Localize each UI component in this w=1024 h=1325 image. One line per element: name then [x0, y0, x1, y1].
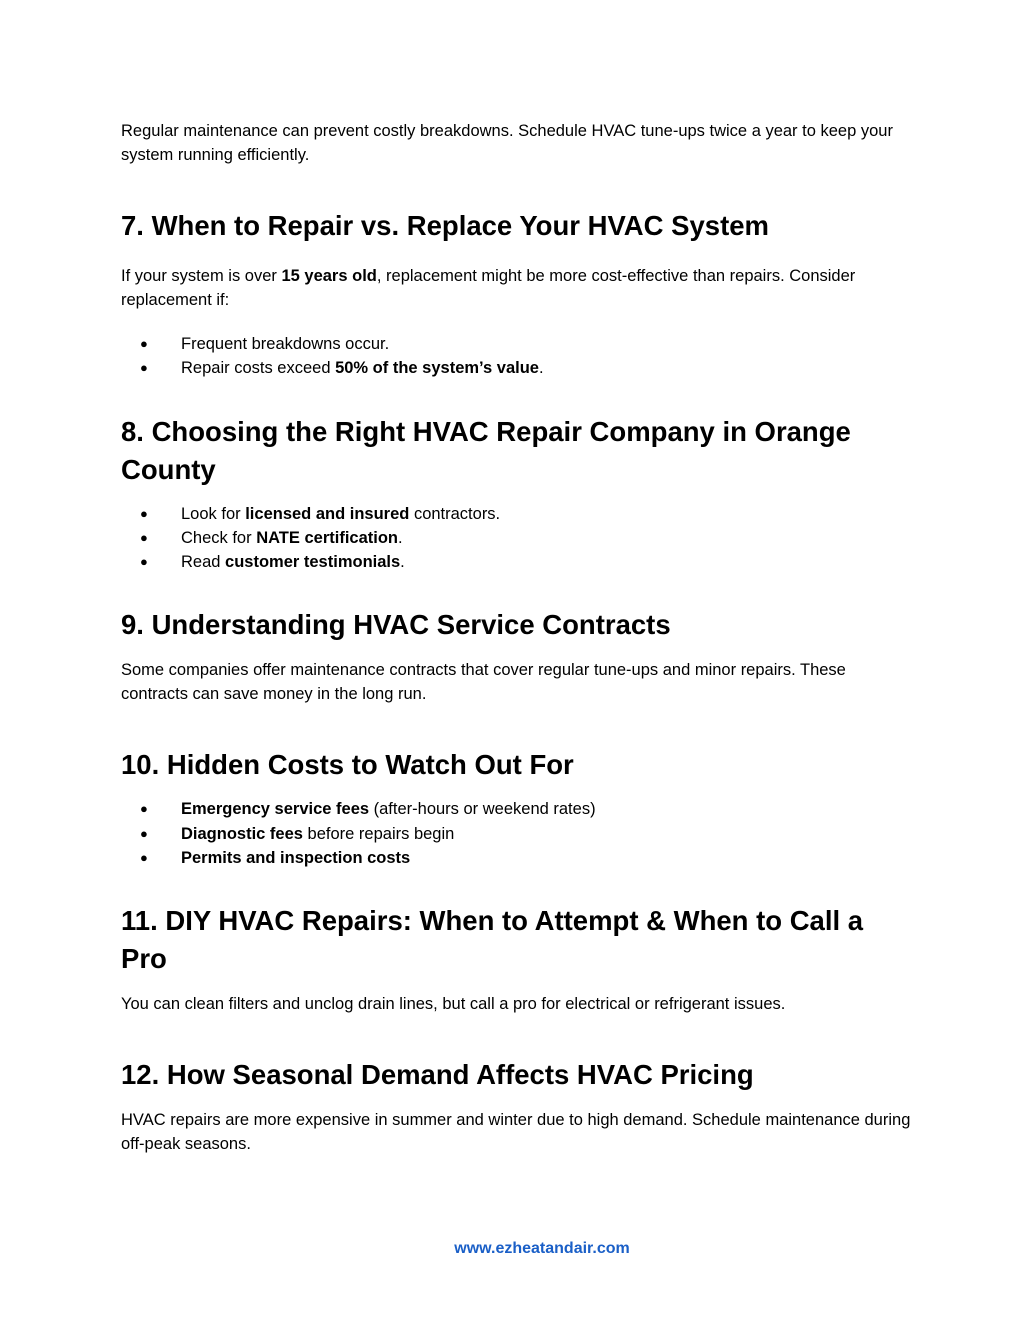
emphasis-15-years: 15 years old — [281, 267, 377, 285]
bullet-icon: ● — [140, 360, 148, 376]
document-page — [121, 119, 911, 1156]
website-link[interactable]: www.ezheatandair.com — [454, 1240, 630, 1257]
list-item: ● Look for licensed and insured contractors. — [121, 502, 911, 526]
list-item: ● Diagnostic fees before repairs begin — [121, 822, 911, 846]
section-7-paragraph: If your system is over 15 years old, replacement might be more cost-effective than repairs. Consider replacement if: — [121, 267, 856, 309]
bullet-icon: ● — [140, 554, 148, 570]
section-12-paragraph: HVAC repairs are more expensive in summer and winter due to high demand. Schedule maintenance during off-peak seasons. — [121, 1111, 911, 1154]
section-9-paragraph: Some companies offer maintenance contracts that cover regular tune-ups and minor repairs. These contracts can save money in the long run. — [121, 661, 846, 704]
list-item: ● Repair costs exceed 50% of the system’s value. — [121, 356, 911, 380]
bullet-icon: ● — [140, 801, 148, 817]
section-12-heading: 12. How Seasonal Demand Affects HVAC Pricing — [121, 1059, 754, 1091]
section-8-heading: 8. Choosing the Right HVAC Repair Company in Orange County — [121, 415, 851, 485]
bullet-icon: ● — [140, 505, 148, 521]
intro-paragraph: Regular maintenance can prevent costly breakdowns. Schedule HVAC tune-ups twice a year to keep your system running efficiently. — [121, 122, 893, 164]
list-item: ● Frequent breakdowns occur. — [121, 332, 911, 356]
section-9-heading: 9. Understanding HVAC Service Contracts — [121, 609, 671, 641]
bullet-icon: ● — [140, 529, 148, 545]
bullet-icon: ● — [140, 336, 148, 351]
section-10-list — [121, 797, 911, 870]
section-7-heading: 7. When to Repair vs. Replace Your HVAC System — [121, 210, 769, 241]
list-item: ● Check for NATE certification. — [121, 526, 911, 550]
list-item: ● Emergency service fees (after-hours or weekend rates) — [121, 797, 911, 821]
section-7-list — [121, 332, 911, 381]
bullet-icon: ● — [140, 850, 148, 866]
bullet-icon: ● — [140, 825, 148, 841]
section-10-heading: 10. Hidden Costs to Watch Out For — [121, 749, 574, 781]
list-item: ● Read customer testimonials. — [121, 550, 911, 574]
section-11-heading: 11. DIY HVAC Repairs: When to Attempt & When to Call a Pro — [121, 905, 864, 975]
section-11-paragraph: You can clean filters and unclog drain lines, but call a pro for electrical or refrigerant issues. — [121, 995, 786, 1014]
list-item: ● Permits and inspection costs — [121, 846, 911, 870]
section-8-list — [121, 502, 911, 575]
